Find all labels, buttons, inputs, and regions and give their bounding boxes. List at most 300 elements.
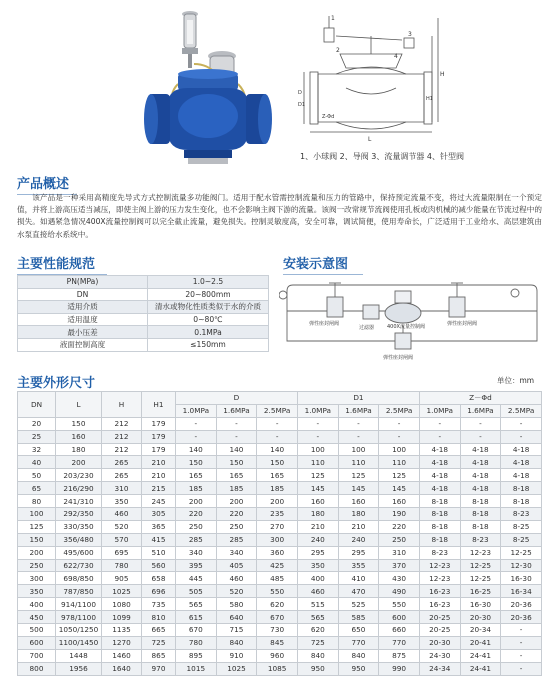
dims-cell: -	[501, 624, 542, 637]
dims-cell: 12-25	[501, 546, 542, 559]
dims-row	[18, 598, 542, 611]
spec-table	[17, 275, 269, 352]
dims-cell: 235	[257, 508, 298, 521]
dims-cell: 520	[102, 520, 142, 533]
dims-unit: 单位：mm	[497, 376, 535, 385]
dims-cell: 215	[142, 482, 176, 495]
dims-cell: 840	[216, 636, 257, 649]
dims-cell: 165	[216, 469, 257, 482]
dims-cell: 425	[257, 559, 298, 572]
dims-row	[18, 585, 542, 598]
dims-cell: 200	[176, 495, 217, 508]
dims-row	[18, 559, 542, 572]
dims-cell: 210	[142, 469, 176, 482]
dims-cell: 150	[18, 533, 56, 546]
dims-cell: 310	[379, 546, 420, 559]
dims-cell: 560	[142, 559, 176, 572]
dims-cell: 640	[216, 611, 257, 624]
install-diagram	[279, 271, 545, 361]
dims-cell: 8-18	[460, 508, 501, 521]
drawing-label-l: L	[368, 136, 372, 143]
dims-cell: 950	[297, 662, 338, 675]
dims-cell: 515	[297, 598, 338, 611]
dims-header-zd-p1: 1.0MPa	[419, 404, 460, 417]
dims-cell: 80	[18, 495, 56, 508]
dims-cell: 150	[216, 456, 257, 469]
dims-cell: 8-18	[419, 508, 460, 521]
dims-cell: 800	[18, 662, 56, 675]
install-title: 安装示意图	[283, 253, 363, 275]
dims-cell: 25	[18, 430, 56, 443]
dims-cell: 125	[338, 469, 379, 482]
dims-cell: 695	[102, 546, 142, 559]
dims-cell: 16-30	[501, 572, 542, 585]
dims-cell: 875	[379, 649, 420, 662]
dims-cell: 460	[297, 585, 338, 598]
dims-cell: 220	[379, 520, 420, 533]
dims-cell: 125	[297, 469, 338, 482]
dims-cell: 770	[379, 636, 420, 649]
dims-cell: 12-25	[460, 572, 501, 585]
dims-cell: 125	[379, 469, 420, 482]
dims-cell: 16-34	[501, 585, 542, 598]
dims-cell: 12-25	[460, 559, 501, 572]
dims-cell: 895	[176, 649, 217, 662]
install-label-right-valve: 弹性座封闸阀	[447, 321, 478, 327]
dims-cell: 12-30	[501, 559, 542, 572]
dims-row	[18, 495, 542, 508]
dims-cell: 715	[216, 624, 257, 637]
dims-header-d1-p2: 1.6MPa	[338, 404, 379, 417]
dims-cell: 20-25	[419, 611, 460, 624]
spec-value: 清水或物化性质类似于水的介质	[148, 301, 269, 314]
dims-cell: 395	[176, 559, 217, 572]
install-label-bottom-valve: 弹性座封闸阀	[383, 355, 414, 361]
dims-cell: 110	[379, 456, 420, 469]
dims-cell: 650	[338, 624, 379, 637]
dims-cell: 615	[176, 611, 217, 624]
dims-cell: 250	[176, 520, 217, 533]
dims-cell: 265	[102, 469, 142, 482]
dims-cell: 1956	[56, 662, 102, 675]
dims-cell: 4-18	[419, 443, 460, 456]
dims-cell: 16-30	[460, 598, 501, 611]
valve-dimension-drawing	[296, 10, 446, 146]
dims-cell: 415	[142, 533, 176, 546]
dims-cell: 1025	[216, 662, 257, 675]
dims-header-d: D	[176, 392, 298, 405]
dims-header-d-p3: 2.5MPa	[257, 404, 298, 417]
dims-cell: 145	[379, 482, 420, 495]
drawing-label-h1: H1	[426, 96, 433, 102]
drawing-label-4: 4	[394, 53, 398, 60]
dims-cell: 40	[18, 456, 56, 469]
dims-cell: 150	[176, 456, 217, 469]
dims-cell: 350	[18, 585, 56, 598]
dims-cell: 865	[142, 649, 176, 662]
dims-cell: 8-18	[460, 520, 501, 533]
dims-cell: -	[379, 417, 420, 430]
dims-cell: 350	[297, 559, 338, 572]
dims-cell: 330/350	[56, 520, 102, 533]
dims-cell: 65	[18, 482, 56, 495]
dims-cell: 565	[176, 598, 217, 611]
spec-key: 适用温度	[18, 313, 148, 326]
dims-cell: 220	[216, 508, 257, 521]
dims-cell: 179	[142, 417, 176, 430]
dims-cell: 100	[297, 443, 338, 456]
dims-cell: 185	[257, 482, 298, 495]
dims-row	[18, 443, 542, 456]
dims-cell: 485	[257, 572, 298, 585]
spec-value: 20~800mm	[148, 288, 269, 301]
dims-row	[18, 636, 542, 649]
dims-row	[18, 611, 542, 624]
spec-row	[18, 288, 269, 301]
drawing-label-1: 1	[331, 15, 335, 22]
drawing-label-2: 2	[336, 47, 340, 54]
top-section	[0, 0, 559, 172]
dims-header-d1-p3: 2.5MPa	[379, 404, 420, 417]
dims-cell: 770	[338, 636, 379, 649]
dims-cell: 660	[379, 624, 420, 637]
dims-cell: 950	[338, 662, 379, 675]
dims-cell: 185	[216, 482, 257, 495]
dims-cell: 4-18	[460, 456, 501, 469]
dims-cell: 295	[338, 546, 379, 559]
dims-row	[18, 546, 542, 559]
dims-cell: 200	[18, 546, 56, 559]
dims-header-l: L	[56, 392, 102, 418]
dims-cell: 4-18	[419, 469, 460, 482]
dims-header-zd-p2: 1.6MPa	[460, 404, 501, 417]
dims-cell: -	[419, 417, 460, 430]
dims-cell: 960	[257, 649, 298, 662]
dims-cell: 160	[297, 495, 338, 508]
dims-row	[18, 456, 542, 469]
dims-cell: 8-18	[501, 495, 542, 508]
dims-cell: 780	[176, 636, 217, 649]
dims-cell: 445	[176, 572, 217, 585]
dims-cell: 241/310	[56, 495, 102, 508]
dims-cell: 665	[142, 624, 176, 637]
dims-table	[17, 391, 542, 676]
dims-cell: 340	[176, 546, 217, 559]
dims-cell: 110	[338, 456, 379, 469]
dims-cell: 20	[18, 417, 56, 430]
dims-cell: 840	[338, 649, 379, 662]
dims-cell: 100	[379, 443, 420, 456]
dims-cell: 620	[257, 598, 298, 611]
dims-cell: 550	[379, 598, 420, 611]
dims-cell: 658	[142, 572, 176, 585]
dims-cell: 360	[257, 546, 298, 559]
dims-cell: 356/480	[56, 533, 102, 546]
dims-cell: 200	[216, 495, 257, 508]
dims-cell: 180	[338, 508, 379, 521]
dims-cell: 16-23	[419, 598, 460, 611]
dims-cell: 1085	[257, 662, 298, 675]
spec-key: PN(MPa)	[18, 276, 148, 289]
dims-cell: 140	[176, 443, 217, 456]
dims-cell: 810	[142, 611, 176, 624]
dims-row	[18, 508, 542, 521]
dims-cell: 50	[18, 469, 56, 482]
dims-cell: 1099	[102, 611, 142, 624]
install-label-left-valve: 弹性座封闸阀	[309, 321, 340, 327]
dims-cell: 622/730	[56, 559, 102, 572]
dims-cell: 24-30	[419, 649, 460, 662]
dims-cell: 240	[297, 533, 338, 546]
dims-cell: 4-18	[460, 469, 501, 482]
dims-header-d-p1: 1.0MPa	[176, 404, 217, 417]
dims-cell: 165	[176, 469, 217, 482]
dims-cell: -	[501, 430, 542, 443]
dims-cell: 12-23	[419, 559, 460, 572]
drawing-legend: 1、小球阀 2、导阀 3、流量调节器 4、针型阀	[300, 152, 464, 161]
dims-cell: 270	[257, 520, 298, 533]
dims-cell: -	[419, 430, 460, 443]
dims-cell: -	[257, 430, 298, 443]
dims-cell: 200	[56, 456, 102, 469]
dims-cell: 405	[216, 559, 257, 572]
valve-product-photo	[138, 4, 278, 168]
dims-cell: -	[501, 636, 542, 649]
install-label-main-valve: 400X流量控制阀	[387, 324, 425, 330]
dims-cell: 240	[338, 533, 379, 546]
dims-cell: 265	[102, 456, 142, 469]
dims-cell: 700	[18, 649, 56, 662]
dims-row	[18, 624, 542, 637]
dims-cell: 500	[18, 624, 56, 637]
dims-cell: 160	[338, 495, 379, 508]
dims-cell: 565	[297, 611, 338, 624]
spec-row	[18, 338, 269, 351]
dims-cell: 1135	[102, 624, 142, 637]
dims-cell: 600	[18, 636, 56, 649]
dims-cell: 179	[142, 430, 176, 443]
dims-cell: 20-30	[460, 611, 501, 624]
dims-cell: 285	[176, 533, 217, 546]
dims-cell: -	[460, 417, 501, 430]
dims-cell: 600	[379, 611, 420, 624]
dims-cell: 285	[216, 533, 257, 546]
dims-cell: -	[460, 430, 501, 443]
dims-cell: 4-18	[501, 456, 542, 469]
dims-header-d-p2: 1.6MPa	[216, 404, 257, 417]
dims-cell: 510	[142, 546, 176, 559]
dims-cell: 212	[102, 430, 142, 443]
dims-cell: 250	[18, 559, 56, 572]
dims-cell: 8-18	[419, 495, 460, 508]
dims-row	[18, 533, 542, 546]
dims-cell: 460	[102, 508, 142, 521]
dims-cell: 450	[18, 611, 56, 624]
dims-cell: 250	[379, 533, 420, 546]
dims-row	[18, 649, 542, 662]
overview-title: 产品概述	[17, 173, 77, 195]
dims-cell: -	[176, 430, 217, 443]
dims-cell: 550	[257, 585, 298, 598]
dims-cell: 20-25	[419, 624, 460, 637]
dims-cell: -	[257, 417, 298, 430]
dims-cell: 305	[142, 508, 176, 521]
dims-cell: 4-18	[501, 443, 542, 456]
dims-row	[18, 482, 542, 495]
dims-cell: 100	[338, 443, 379, 456]
drawing-label-zd: Z-Φd	[322, 114, 335, 120]
dims-cell: 410	[338, 572, 379, 585]
dims-cell: 12-23	[460, 546, 501, 559]
dims-cell: 370	[379, 559, 420, 572]
dims-cell: 210	[297, 520, 338, 533]
dims-cell: 520	[216, 585, 257, 598]
spec-row	[18, 313, 269, 326]
dims-cell: 910	[216, 649, 257, 662]
dims-cell: 8-25	[501, 520, 542, 533]
dims-cell: 400	[18, 598, 56, 611]
dims-cell: 340	[216, 546, 257, 559]
dims-cell: 780	[102, 559, 142, 572]
dims-row	[18, 520, 542, 533]
dims-cell: 100	[18, 508, 56, 521]
dims-cell: 24-41	[460, 662, 501, 675]
dims-cell: 400	[297, 572, 338, 585]
dims-cell: 20-36	[501, 598, 542, 611]
dims-cell: 20-34	[460, 624, 501, 637]
dims-cell: 470	[338, 585, 379, 598]
dims-cell: 16-25	[460, 585, 501, 598]
dims-cell: 300	[257, 533, 298, 546]
dims-cell: 525	[338, 598, 379, 611]
dims-cell: 430	[379, 572, 420, 585]
dims-cell: 8-18	[501, 482, 542, 495]
dims-header-d1: D1	[297, 392, 419, 405]
dims-cell: 300	[18, 572, 56, 585]
dims-cell: 140	[216, 443, 257, 456]
dims-cell: 840	[297, 649, 338, 662]
dims-cell: 1460	[102, 649, 142, 662]
dims-cell: 150	[257, 456, 298, 469]
dims-cell: -	[501, 417, 542, 430]
spec-row	[18, 301, 269, 314]
dims-cell: 570	[102, 533, 142, 546]
dims-header-zd: Z－Φd	[419, 392, 541, 405]
dims-cell: 698/850	[56, 572, 102, 585]
dims-cell: 355	[338, 559, 379, 572]
drawing-label-d1: D1	[298, 102, 306, 108]
dims-cell: 1270	[102, 636, 142, 649]
dims-cell: 160	[379, 495, 420, 508]
dims-cell: 845	[257, 636, 298, 649]
spec-key: 最小压差	[18, 326, 148, 339]
dims-cell: 8-25	[501, 533, 542, 546]
dims-cell: -	[297, 417, 338, 430]
dims-cell: 620	[297, 624, 338, 637]
dims-cell: 4-18	[460, 443, 501, 456]
dims-cell: 4-18	[501, 469, 542, 482]
dims-header-dn: DN	[18, 392, 56, 418]
overview-text: 该产品是一种采用高精度先导式方式控制流量多功能阀门。适用于配水管需控制流量和压力的管路中，保持预定流量不变，将过大流量限制在一个预定值，并将上游高压适当减压，即使主阀上游的压力发生变化，也不会影响主阀下游的流量。该阀一改常规节流阀使用孔板或肉机械的减少能量在节流过程中的损失。如遇紧急情况400X流量控制阀可以完全截止流量，避免损失。控制灵敏度高，安全可靠，调试简便，使用寿命长，广泛适用于工业给水、高层建筑由水泵直接给水系统中。	[17, 193, 542, 239]
dims-cell: 1100/1450	[56, 636, 102, 649]
dims-cell: 1448	[56, 649, 102, 662]
dims-cell: 292/350	[56, 508, 102, 521]
dims-cell: 8-23	[501, 508, 542, 521]
dims-header-d1-p1: 1.0MPa	[297, 404, 338, 417]
dims-cell: 190	[379, 508, 420, 521]
dims-cell: 140	[257, 443, 298, 456]
dims-cell: 8-18	[419, 520, 460, 533]
dims-cell: 4-18	[460, 482, 501, 495]
dims-cell: 125	[18, 520, 56, 533]
dims-cell: 20-36	[501, 611, 542, 624]
dims-cell: 216/290	[56, 482, 102, 495]
dims-cell: 210	[338, 520, 379, 533]
dims-cell: 179	[142, 443, 176, 456]
dims-cell: 460	[216, 572, 257, 585]
dims-cell: 725	[142, 636, 176, 649]
dims-cell: 203/230	[56, 469, 102, 482]
dims-cell: 12-23	[419, 572, 460, 585]
dims-cell: 245	[142, 495, 176, 508]
dims-cell: 490	[379, 585, 420, 598]
dims-header-h: H	[102, 392, 142, 418]
dims-cell: 730	[257, 624, 298, 637]
dims-header-zd-p3: 2.5MPa	[501, 404, 542, 417]
dims-cell: 180	[297, 508, 338, 521]
dims-cell: 165	[257, 469, 298, 482]
spec-value: 0~80℃	[148, 313, 269, 326]
dims-cell: 210	[142, 456, 176, 469]
dims-cell: 20-30	[419, 636, 460, 649]
spec-key: 适用介质	[18, 301, 148, 314]
dims-cell: 495/600	[56, 546, 102, 559]
spec-value: 0.1MPa	[148, 326, 269, 339]
dims-row	[18, 572, 542, 585]
dims-cell: 20-41	[460, 636, 501, 649]
dims-cell: 145	[338, 482, 379, 495]
dims-cell: 580	[216, 598, 257, 611]
drawing-label-h: H	[440, 71, 445, 78]
dims-row	[18, 662, 542, 675]
dims-cell: 8-18	[419, 533, 460, 546]
spec-key: 液面控制高度	[18, 338, 148, 351]
dims-cell: 8-23	[419, 546, 460, 559]
dims-cell: -	[338, 430, 379, 443]
dims-cell: 32	[18, 443, 56, 456]
dims-row	[18, 417, 542, 430]
dims-cell: 150	[56, 417, 102, 430]
dims-cell: 585	[338, 611, 379, 624]
dims-cell: 212	[102, 443, 142, 456]
dims-cell: -	[501, 649, 542, 662]
drawing-label-d: D	[298, 90, 302, 96]
dims-cell: -	[338, 417, 379, 430]
install-label-filter: 过滤器	[359, 325, 375, 331]
dims-cell: 16-23	[419, 585, 460, 598]
spec-key: DN	[18, 288, 148, 301]
dims-cell: 8-23	[460, 533, 501, 546]
dims-row	[18, 430, 542, 443]
dims-cell: 725	[297, 636, 338, 649]
dims-cell: 696	[142, 585, 176, 598]
spec-row	[18, 326, 269, 339]
dims-cell: 1015	[176, 662, 217, 675]
dims-cell: 220	[176, 508, 217, 521]
dims-cell: 4-18	[419, 456, 460, 469]
dims-cell: 914/1100	[56, 598, 102, 611]
dims-cell: 200	[257, 495, 298, 508]
